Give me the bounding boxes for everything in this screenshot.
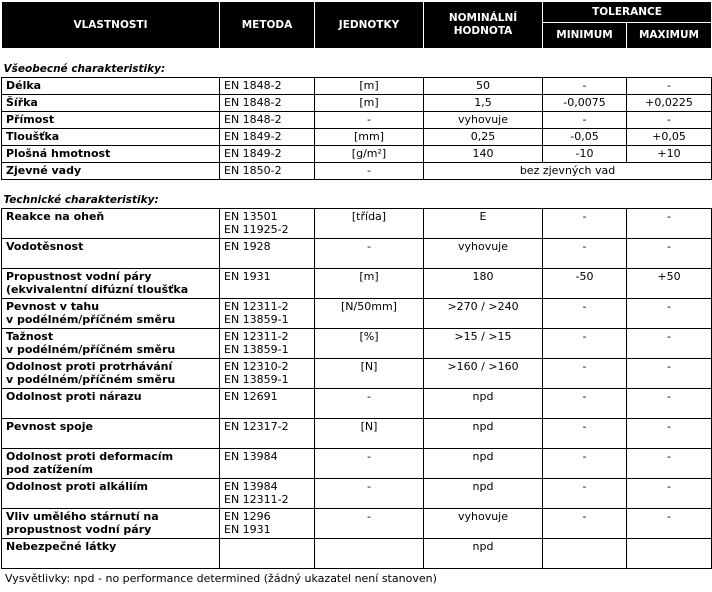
method-cell: EN 1848-2 [220, 95, 315, 112]
method-cell [220, 389, 315, 419]
max-cell: - [627, 389, 712, 419]
max-cell: - [627, 419, 712, 449]
min-cell: - [543, 359, 627, 389]
min-cell: - [543, 78, 627, 95]
method-cell-line1: EN 12317-2 [224, 420, 289, 433]
property-name-line2: pod zatížením [6, 463, 93, 476]
nominal-cell: npd [424, 539, 543, 569]
max-cell: - [627, 509, 712, 539]
nominal-cell: E [424, 209, 543, 239]
method-cell: EN 1848-2 [220, 112, 315, 129]
method-cell-line1: EN 12691 [224, 390, 278, 403]
unit-cell: - [315, 449, 424, 479]
max-cell: +0,0225 [627, 95, 712, 112]
property-name-line1: Odolnost proti protrhávání [6, 360, 173, 373]
property-name-line2: (ekvivalentní difúzní tloušťka [6, 283, 189, 296]
header-minimum: MINIMUM [543, 23, 627, 49]
property-name-line2: v podélném/příčném směru [6, 343, 176, 356]
method-cell [220, 329, 315, 359]
nominal-cell: >270 / >240 [424, 299, 543, 329]
nominal-cell: 1,5 [424, 95, 543, 112]
method-cell-line2: EN 13859-1 [224, 343, 289, 356]
method-cell: EN 1849-2 [220, 129, 315, 146]
nominal-cell: 140 [424, 146, 543, 163]
method-cell-line2: EN 13859-1 [224, 313, 289, 326]
table-row [2, 239, 712, 269]
table-row [2, 146, 712, 163]
unit-cell [315, 539, 424, 569]
max-cell: - [627, 112, 712, 129]
property-name-line1: Nebezpečné látky [6, 540, 117, 553]
min-cell: - [543, 209, 627, 239]
min-cell: -0,0075 [543, 95, 627, 112]
method-cell [220, 359, 315, 389]
unit-cell: [N] [315, 359, 424, 389]
method-cell-line1: EN 1928 [224, 240, 271, 253]
unit-cell: - [315, 509, 424, 539]
nominal-cell: npd [424, 449, 543, 479]
property-name [2, 479, 220, 509]
method-cell-line1: EN 12311-2 [224, 300, 289, 313]
unit-cell: [m] [315, 269, 424, 299]
property-name [2, 269, 220, 299]
header-vlastnosti: VLASTNOSTI [2, 2, 220, 49]
properties-table [1, 1, 712, 569]
method-cell-line2: EN 11925-2 [224, 223, 289, 236]
property-name-line1: Tažnost [6, 330, 54, 343]
property-name [2, 329, 220, 359]
min-cell: - [543, 329, 627, 359]
nominal-cell: vyhovuje [424, 112, 543, 129]
table-row [2, 95, 712, 112]
method-cell: EN 1850-2 [220, 163, 315, 180]
unit-cell: [m] [315, 78, 424, 95]
max-cell: - [627, 479, 712, 509]
header-nominalni-line2: HODNOTA [453, 25, 513, 37]
property-name [2, 539, 220, 569]
method-cell-line1: EN 13984 [224, 450, 278, 463]
property-name: Délka [2, 78, 220, 95]
table-row [2, 112, 712, 129]
table-row [2, 539, 712, 569]
section-title-general: Všeobecné charakteristiky: [3, 63, 166, 75]
unit-cell: - [315, 389, 424, 419]
method-cell-line1: EN 13984 [224, 480, 278, 493]
table-row [2, 329, 712, 359]
section-general-row [2, 59, 712, 78]
property-name-line1: Pevnost v tahu [6, 300, 100, 313]
method-cell [220, 269, 315, 299]
table-row [2, 419, 712, 449]
method-cell-line1: EN 12310-2 [224, 360, 289, 373]
unit-cell: [mm] [315, 129, 424, 146]
max-cell: +0,05 [627, 129, 712, 146]
max-cell: - [627, 239, 712, 269]
method-cell [220, 509, 315, 539]
property-name-line2: propustnost vodní páry [6, 523, 152, 536]
property-name [2, 509, 220, 539]
property-name [2, 209, 220, 239]
max-cell: - [627, 299, 712, 329]
min-cell: - [543, 389, 627, 419]
property-name [2, 449, 220, 479]
unit-cell: [%] [315, 329, 424, 359]
method-cell [220, 479, 315, 509]
max-cell: - [627, 449, 712, 479]
unit-cell: [g/m²] [315, 146, 424, 163]
property-name-line1: Propustnost vodní páry [6, 270, 152, 283]
table-row [2, 389, 712, 419]
min-cell: - [543, 509, 627, 539]
header-jednotky: JEDNOTKY [315, 2, 424, 49]
nominal-cell: vyhovuje [424, 239, 543, 269]
method-cell [220, 539, 315, 569]
property-name-line1: Odolnost proti alkáliím [6, 480, 148, 493]
table-row [2, 359, 712, 389]
min-cell: -50 [543, 269, 627, 299]
header-metoda: METODA [220, 2, 315, 49]
property-name-line1: Vliv umělého stárnutí na [6, 510, 159, 523]
unit-cell: - [315, 112, 424, 129]
method-cell-line1: EN 1296 [224, 510, 271, 523]
section-technical-row [2, 190, 712, 209]
max-cell: +10 [627, 146, 712, 163]
min-cell: - [543, 112, 627, 129]
method-cell-line1: EN 1931 [224, 270, 271, 283]
min-cell: - [543, 449, 627, 479]
min-cell: - [543, 239, 627, 269]
table-body [2, 49, 712, 569]
unit-cell: [m] [315, 95, 424, 112]
unit-cell: [třída] [315, 209, 424, 239]
method-cell [220, 419, 315, 449]
unit-cell: [N/50mm] [315, 299, 424, 329]
min-cell: - [543, 479, 627, 509]
property-name-line1: Odolnost proti nárazu [6, 390, 142, 403]
property-name-line1: Odolnost proti deformacím [6, 450, 174, 463]
property-name-line1: Vodotěsnost [6, 240, 84, 253]
min-cell: -10 [543, 146, 627, 163]
unit-cell: - [315, 163, 424, 180]
method-cell-line1: EN 12311-2 [224, 330, 289, 343]
method-cell-line1: EN 13501 [224, 210, 278, 223]
property-name-line1: Reakce na oheň [6, 210, 105, 223]
property-name: Tloušťka [2, 129, 220, 146]
method-cell [220, 209, 315, 239]
nominal-span-cell: bez zjevných vad [424, 163, 712, 180]
property-name-line1: Pevnost spoje [6, 420, 93, 433]
method-cell [220, 299, 315, 329]
table-row [2, 269, 712, 299]
header-nominalni-line1: NOMINÁLNÍ [448, 12, 518, 24]
min-cell: -0,05 [543, 129, 627, 146]
property-name [2, 419, 220, 449]
property-name [2, 359, 220, 389]
header-nominalni-hodnota [424, 2, 543, 49]
nominal-cell: vyhovuje [424, 509, 543, 539]
max-cell: +50 [627, 269, 712, 299]
method-cell [220, 449, 315, 479]
header-maximum: MAXIMUM [627, 23, 712, 49]
property-name [2, 239, 220, 269]
table-row [2, 78, 712, 95]
nominal-cell: 50 [424, 78, 543, 95]
method-cell [220, 239, 315, 269]
nominal-cell: >160 / >160 [424, 359, 543, 389]
max-cell: - [627, 209, 712, 239]
max-cell [627, 539, 712, 569]
table-row [2, 449, 712, 479]
nominal-cell: npd [424, 389, 543, 419]
table-row [2, 479, 712, 509]
unit-cell: - [315, 479, 424, 509]
min-cell [543, 539, 627, 569]
section-title-technical: Technické charakteristiky: [3, 194, 159, 206]
nominal-cell: >15 / >15 [424, 329, 543, 359]
property-name: Zjevné vady [2, 163, 220, 180]
max-cell: - [627, 78, 712, 95]
nominal-cell: 0,25 [424, 129, 543, 146]
property-name [2, 389, 220, 419]
table-row [2, 129, 712, 146]
table-row [2, 509, 712, 539]
property-name: Plošná hmotnost [2, 146, 220, 163]
method-cell-line2: EN 13859-1 [224, 373, 289, 386]
nominal-cell: npd [424, 479, 543, 509]
max-cell: - [627, 359, 712, 389]
unit-cell: - [315, 239, 424, 269]
method-cell: EN 1848-2 [220, 78, 315, 95]
method-cell: EN 1849-2 [220, 146, 315, 163]
table-row [2, 299, 712, 329]
legend-note: Vysvětlivky: npd - no performance determined (žádný ukazatel není stanoven) [5, 572, 437, 585]
properties-table-container [1, 1, 711, 569]
property-name-line2: v podélném/příčném směru [6, 313, 176, 326]
unit-cell: [N] [315, 419, 424, 449]
min-cell: - [543, 299, 627, 329]
max-cell: - [627, 329, 712, 359]
nominal-cell: 180 [424, 269, 543, 299]
method-cell-line2: EN 12311-2 [224, 493, 289, 506]
table-row [2, 163, 712, 180]
property-name: Přímost [2, 112, 220, 129]
table-row [2, 209, 712, 239]
min-cell: - [543, 419, 627, 449]
nominal-cell: npd [424, 419, 543, 449]
property-name [2, 299, 220, 329]
property-name-line2: v podélném/příčném směru [6, 373, 176, 386]
method-cell-line2: EN 1931 [224, 523, 271, 536]
property-name: Šířka [2, 95, 220, 112]
header-tolerance: TOLERANCE [543, 2, 712, 23]
